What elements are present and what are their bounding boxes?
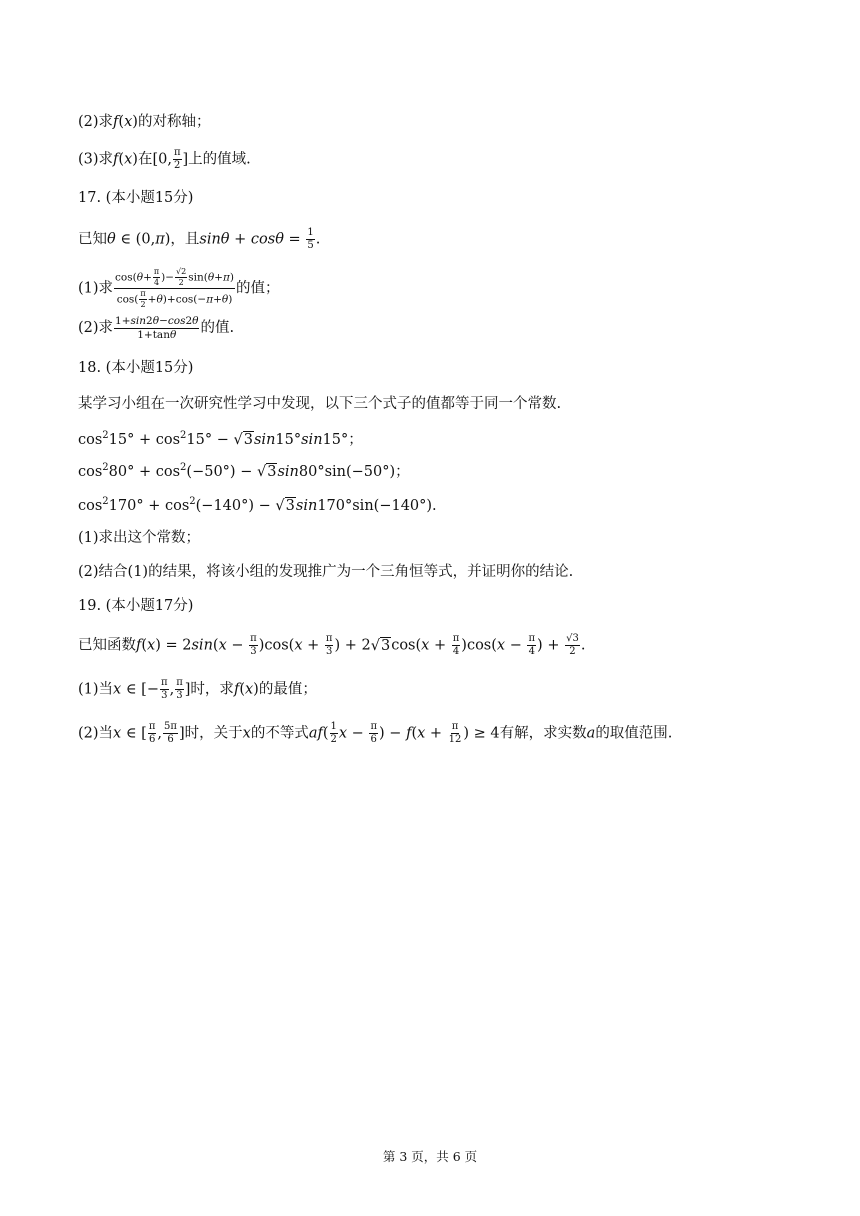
line-2-symmetry-axis: (2)求f(x)的对称轴； <box>78 114 211 130</box>
problem-18-statement: 某学习小组在一次研究性学习中发现，以下三个式子的值都等于同一个常数. <box>78 396 562 412</box>
problem-17-heading: 17. (本小题15分) <box>78 190 194 206</box>
problem-18-expr-3: $\cos^2170^\circ + \cos^2(-140^\circ) - √3\sin 170^\circ\sin(-140^\circ)$. <box>78 496 437 514</box>
problem-19-function: 已知函数f(x) = 2sin(x − $\frac{\pi}{3}$ )cos(x + $\frac{\pi}{3}$ ) + 2√3cos(x + $\frac{\pi}{4}$ )cos(x − $\frac{\pi}{4}$ ) + $\frac{√3}{2}$ . <box>78 633 586 657</box>
problem-17-given: 已知θ ∈ (0,π)，且sinθ + cosθ = $\frac{1}{5}$ . <box>78 227 321 251</box>
page-footer: 第 3 页，共 6 页 <box>382 1149 478 1164</box>
line-3-range: (3)求f(x)在[0, $\frac{\pi}{2}$ ]上的值域. <box>78 147 251 171</box>
problem-17-part-2: (2)求 $\frac{1+\sin 2\theta-\cos 2\theta}{1+\tan\theta}$ 的值. <box>78 315 235 341</box>
problem-18-part-1: (1)求出这个常数； <box>78 530 201 546</box>
problem-18-heading: 18. (本小题15分) <box>78 360 194 376</box>
problem-19-part-1: (1)当x ∈ [− $\frac{\pi}{3}$ , $\frac{\pi}{3}$ ]时，求f(x)的最值； <box>78 677 317 701</box>
problem-18-expr-1: $\cos^215^\circ + \cos^215^\circ - √3\sin 15^\circ\sin 15^\circ$； <box>78 430 363 448</box>
problem-19-part-2: (2)当x ∈ [ $\frac{\pi}{6}$ , $\frac{5\pi}{6}$ ]时，关于x的不等式af( $\frac{1}{2}$ x − $\frac{\pi}{6}$ ) − f(x + $\frac{\pi}{12}$ ) ≥ 4有解，求实数a的取值范围. <box>78 721 673 745</box>
problem-18-expr-2: $\cos^280^\circ + \cos^2(-50^\circ) - √3\sin 80^\circ\sin(-50^\circ)$； <box>78 462 410 480</box>
problem-19-heading: 19. (本小题17分) <box>78 598 194 614</box>
problem-17-part-1: (1)求 cos(θ+ $\frac{\pi}{4}$ )− $\frac{√2}{2}$ sin(θ+π) cos( $\frac{\pi}{2}$ +θ)+cos(−π+θ) 的值； <box>78 267 280 309</box>
problem-18-part-2: (2)结合(1)的结果，将该小组的发现推广为一个三角恒等式，并证明你的结论. <box>78 564 574 580</box>
